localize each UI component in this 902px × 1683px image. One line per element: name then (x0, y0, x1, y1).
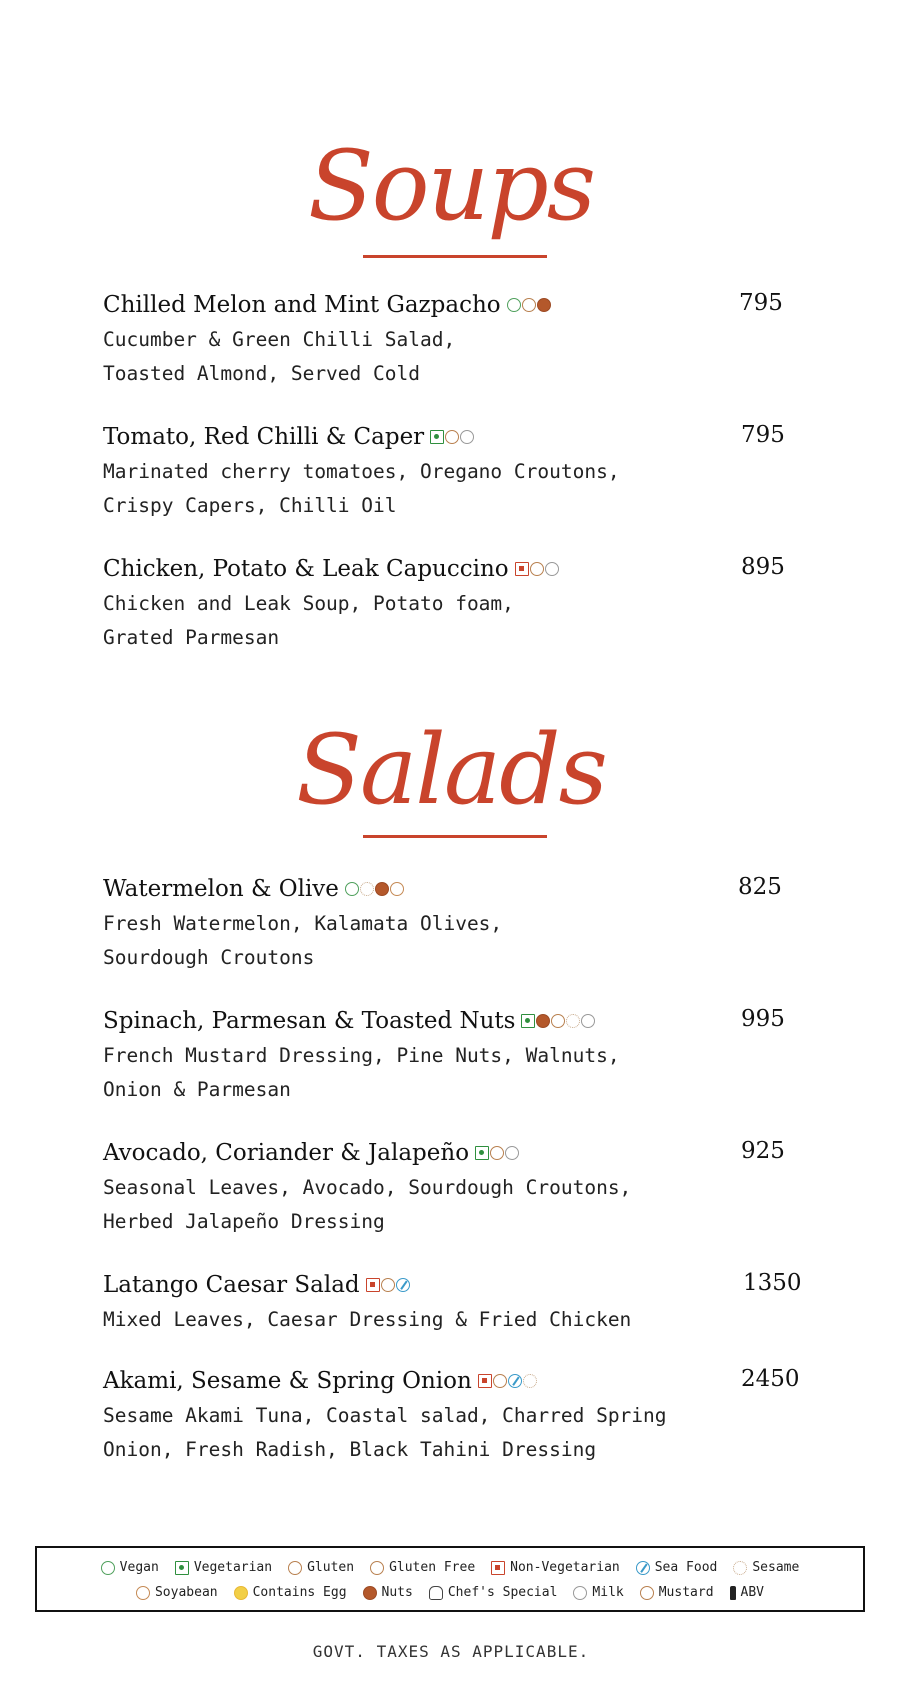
gluten-icon (288, 1561, 302, 1575)
veg-icon (175, 1561, 189, 1575)
vegan-icon (507, 298, 521, 312)
veg-icon (521, 1014, 535, 1028)
legend-item-veg (175, 1560, 272, 1575)
legend-label: Sesame (752, 1560, 800, 1575)
chef-icon (429, 1586, 443, 1600)
legend-item-milk (573, 1585, 623, 1600)
legend-label: Milk (592, 1585, 624, 1600)
item-price: 795 (739, 290, 783, 316)
milk-icon (545, 562, 559, 576)
glutenfree-icon (370, 1561, 384, 1575)
item-name: Spinach, Parmesan & Toasted Nuts (103, 1008, 516, 1034)
dietary-legend (35, 1546, 865, 1612)
mustard-icon (640, 1586, 654, 1600)
item-description: Marinated cherry tomatoes, Oregano Croutons, Crispy Capers, Chilli Oil (103, 460, 620, 517)
legend-row-2 (37, 1585, 863, 1600)
legend-label: Vegan (119, 1560, 159, 1575)
soyabean-icon (390, 882, 404, 896)
legend-label: Non-Vegetarian (510, 1560, 620, 1575)
legend-item-vegan (101, 1560, 159, 1575)
dietary-icons (345, 882, 404, 896)
legend-label: ABV (740, 1585, 765, 1600)
legend-label: Chef's Special (447, 1585, 558, 1600)
dietary-icons (430, 430, 474, 444)
legend-item-mustard (640, 1585, 714, 1600)
legend-label: Nuts (381, 1585, 413, 1600)
dietary-icons (507, 298, 551, 312)
item-description: French Mustard Dressing, Pine Nuts, Walnuts, Onion & Parmesan (103, 1044, 620, 1101)
abv-icon (730, 1586, 736, 1600)
nonveg-icon (366, 1278, 380, 1292)
menu-item (103, 554, 803, 655)
legend-item-nuts (363, 1585, 413, 1600)
item-description: Mixed Leaves, Caesar Dressing & Fried Chicken (103, 1308, 632, 1331)
legend-item-soyabean (136, 1585, 218, 1600)
dietary-icons (521, 1014, 595, 1028)
seafood-icon (396, 1278, 410, 1292)
item-name: Watermelon & Olive (103, 876, 339, 902)
title-underline-soups (363, 255, 547, 258)
item-description: Fresh Watermelon, Kalamata Olives, Sourdough Croutons (103, 912, 503, 969)
gluten-icon (445, 430, 459, 444)
item-name: Chilled Melon and Mint Gazpacho (103, 292, 501, 318)
legend-item-chef (429, 1585, 558, 1600)
dietary-icons (515, 562, 559, 576)
milk-icon (460, 430, 474, 444)
legend-item-nonveg (491, 1560, 620, 1575)
item-price: 1350 (743, 1270, 802, 1296)
item-price: 925 (741, 1138, 785, 1164)
milk-icon (581, 1014, 595, 1028)
dietary-icons (366, 1278, 410, 1292)
legend-row-1 (37, 1560, 863, 1575)
nuts-icon (375, 882, 389, 896)
legend-label: Gluten (307, 1560, 355, 1575)
legend-label: Contains Egg (252, 1585, 347, 1600)
item-price: 895 (741, 554, 785, 580)
gluten-icon (522, 298, 536, 312)
gluten-icon (490, 1146, 504, 1160)
legend-label: Soyabean (154, 1585, 218, 1600)
legend-item-glutenfree (370, 1560, 475, 1575)
menu-item (103, 422, 803, 523)
sesame-icon (523, 1374, 537, 1388)
menu-item (103, 874, 803, 975)
milk-icon (505, 1146, 519, 1160)
vegan-icon (345, 882, 359, 896)
taxes-note: GOVT. TAXES AS APPLICABLE. (312, 1642, 590, 1661)
menu-item (103, 1366, 803, 1467)
section-title-salads: Salads (296, 714, 606, 826)
nuts-icon (537, 298, 551, 312)
legend-item-abv (730, 1585, 764, 1600)
gluten-icon (381, 1278, 395, 1292)
legend-item-gluten (288, 1560, 354, 1575)
nonveg-icon (515, 562, 529, 576)
nuts-icon (363, 1586, 377, 1600)
item-name: Tomato, Red Chilli & Caper (103, 424, 425, 450)
item-price: 795 (741, 422, 785, 448)
item-description: Seasonal Leaves, Avocado, Sourdough Croutons, Herbed Jalapeño Dressing (103, 1176, 632, 1233)
veg-icon (430, 430, 444, 444)
dietary-icons (475, 1146, 519, 1160)
item-name: Avocado, Coriander & Jalapeño (103, 1140, 470, 1166)
legend-label: Mustard (658, 1585, 714, 1600)
nonveg-icon (478, 1374, 492, 1388)
nonveg-icon (491, 1561, 505, 1575)
sesame-icon (733, 1561, 747, 1575)
item-price: 995 (741, 1006, 785, 1032)
item-description: Sesame Akami Tuna, Coastal salad, Charred Spring Onion, Fresh Radish, Black Tahini Dressing (103, 1404, 667, 1461)
item-description: Chicken and Leak Soup, Potato foam, Grated Parmesan (103, 592, 514, 649)
menu-item (103, 1270, 803, 1337)
gluten-icon (493, 1374, 507, 1388)
milk-icon (573, 1586, 587, 1600)
vegan-icon (101, 1561, 115, 1575)
dietary-icons (478, 1374, 537, 1388)
gluten-icon (530, 562, 544, 576)
legend-label: Sea Food (654, 1560, 718, 1575)
item-name: Akami, Sesame & Spring Onion (103, 1368, 472, 1394)
section-title-soups: Soups (307, 130, 595, 242)
legend-label: Vegetarian (193, 1560, 273, 1575)
legend-item-seafood (636, 1560, 718, 1575)
menu-item (103, 1006, 803, 1107)
menu-item (103, 290, 803, 391)
sesame-icon (566, 1014, 580, 1028)
legend-label: Gluten Free (389, 1560, 476, 1575)
item-name: Latango Caesar Salad (103, 1272, 360, 1298)
menu-item (103, 1138, 803, 1239)
legend-item-egg (234, 1585, 347, 1600)
item-price: 825 (738, 874, 782, 900)
gluten-icon (551, 1014, 565, 1028)
item-name: Chicken, Potato & Leak Capuccino (103, 556, 509, 582)
title-underline-salads (363, 835, 547, 838)
veg-icon (475, 1146, 489, 1160)
nuts-icon (536, 1014, 550, 1028)
item-description: Cucumber & Green Chilli Salad, Toasted Almond, Served Cold (103, 328, 456, 385)
sesame-icon (360, 882, 374, 896)
seafood-icon (508, 1374, 522, 1388)
legend-item-sesame (733, 1560, 799, 1575)
item-price: 2450 (741, 1366, 800, 1392)
soyabean-icon (136, 1586, 150, 1600)
seafood-icon (636, 1561, 650, 1575)
egg-icon (234, 1586, 248, 1600)
